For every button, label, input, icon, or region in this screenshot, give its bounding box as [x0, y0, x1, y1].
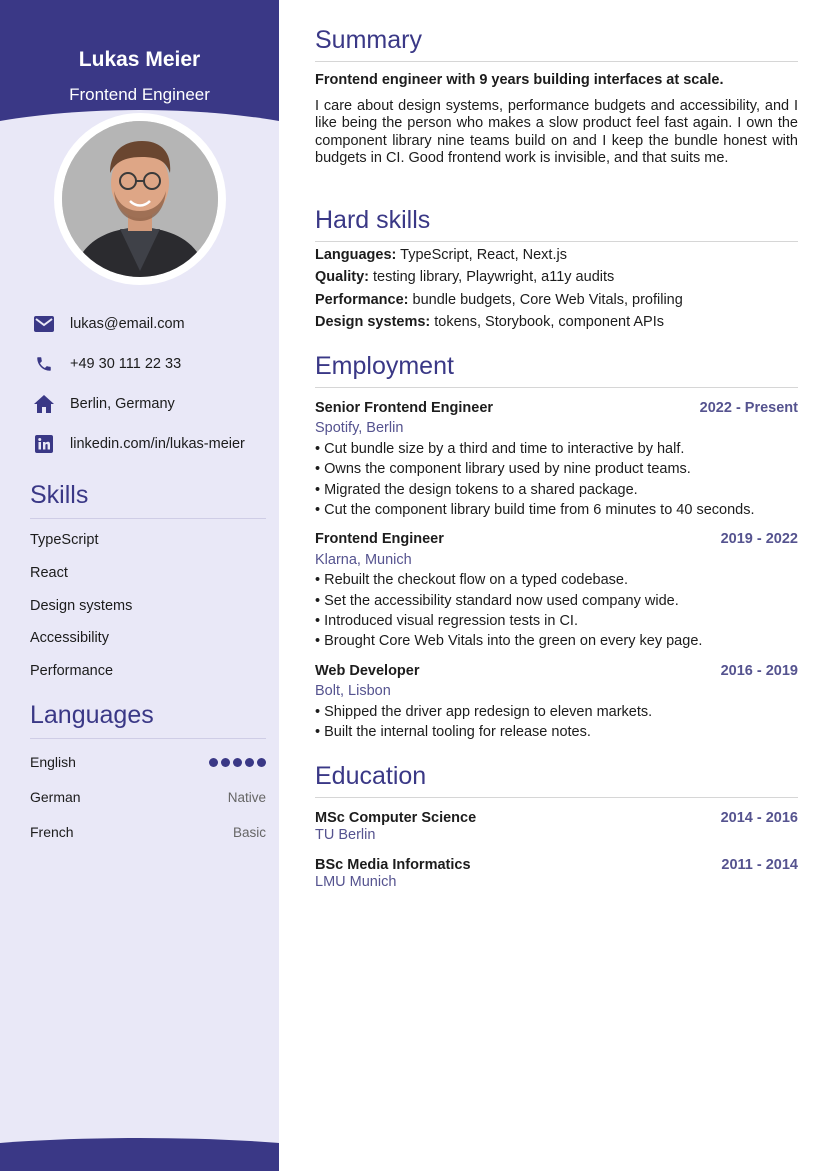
sidebar — [0, 0, 279, 1171]
hard-skill-row — [315, 247, 567, 263]
education-heading: Education — [315, 762, 798, 798]
linkedin-icon — [32, 432, 56, 456]
language-level-dots — [209, 758, 266, 767]
school: LMU Munich — [315, 874, 397, 890]
education-dates: 2011 - 2014 — [721, 857, 798, 873]
hard-skill-value: TypeScript, React, Next.js — [396, 247, 567, 263]
job-bullet: • Cut bundle size by a third and time to interactive by half. — [315, 441, 685, 457]
job-bullet: • Brought Core Web Vitals into the green on every key page. — [315, 633, 703, 649]
job-bullet: • Migrated the design tokens to a shared package. — [315, 482, 638, 498]
language-row — [30, 824, 266, 840]
profile-name: Lukas Meier — [78, 48, 201, 71]
level-dot — [257, 758, 266, 767]
profile-title: Frontend Engineer — [69, 85, 210, 104]
job-bullet: • Built the internal tooling for release notes. — [315, 724, 591, 740]
job-company: Bolt, Lisbon — [315, 683, 391, 699]
degree: MSc Computer Science — [315, 810, 477, 826]
email-text: lukas@email.com — [70, 316, 185, 332]
phone-icon — [32, 352, 56, 376]
language-level: Basic — [232, 824, 266, 840]
job-dates: 2016 - 2019 — [720, 663, 798, 679]
hard-skill-label: Design systems: — [315, 314, 431, 330]
mail-icon — [32, 312, 56, 336]
job-role: Frontend Engineer — [315, 531, 444, 547]
language-level: Native — [227, 789, 266, 805]
skill-item: TypeScript — [30, 532, 99, 548]
hard-skills-heading: Hard skills — [315, 206, 798, 242]
hard-skill-value: bundle budgets, Core Web Vitals, profiling — [408, 292, 683, 308]
skill-item: React — [30, 565, 68, 581]
location-text: Berlin, Germany — [70, 396, 175, 412]
employment-heading: Employment — [315, 352, 798, 388]
job-dates: 2022 - Present — [699, 400, 798, 416]
job-role: Web Developer — [315, 663, 420, 679]
job-company: Spotify, Berlin — [315, 420, 404, 436]
linkedin-text: linkedin.com/in/lukas-meier — [70, 436, 245, 452]
job-bullet: • Shipped the driver app redesign to eleven markets. — [315, 704, 653, 720]
language-name: English — [30, 754, 76, 770]
summary-heading: Summary — [315, 26, 798, 62]
summary-lead: Frontend engineer with 9 years building interfaces at scale. — [315, 72, 724, 88]
school: TU Berlin — [315, 827, 376, 843]
level-dot — [245, 758, 254, 767]
avatar — [54, 113, 226, 285]
job-bullet: • Rebuilt the checkout flow on a typed codebase. — [315, 572, 628, 588]
hard-skill-value: testing library, Playwright, a11y audits — [368, 269, 615, 285]
level-dot — [221, 758, 230, 767]
languages-heading: Languages — [30, 701, 266, 739]
profile-photo — [62, 121, 218, 277]
contact-email[interactable] — [32, 312, 272, 336]
skills-heading: Skills — [30, 481, 266, 519]
job-company: Klarna, Munich — [315, 552, 412, 568]
summary-text: I care about design systems, performance budgets and accessibility, and I like being the person who makes a slow product feel fast again. I own the component library nine teams build on and I keep the bundle honest with budgets in CI. Good frontend work is invisible, and that suits me. — [315, 98, 798, 166]
job-role: Senior Frontend Engineer — [315, 400, 494, 416]
language-row — [30, 789, 266, 805]
hard-skill-row — [315, 269, 614, 285]
sidebar-footer-band — [0, 1138, 279, 1171]
contact-phone[interactable] — [32, 352, 272, 376]
contact-linkedin[interactable] — [32, 432, 272, 456]
job-dates: 2019 - 2022 — [720, 531, 798, 547]
hard-skill-label: Performance: — [315, 292, 409, 308]
hard-skill-value: tokens, Storybook, component APIs — [430, 314, 664, 330]
hard-skill-row — [315, 292, 683, 308]
language-name: French — [30, 824, 74, 840]
hard-skill-label: Languages: — [315, 247, 397, 263]
level-dot — [233, 758, 242, 767]
language-name: German — [30, 789, 81, 805]
contact-location — [32, 392, 272, 416]
level-dot — [209, 758, 218, 767]
skill-item: Accessibility — [30, 630, 109, 646]
education-dates: 2014 - 2016 — [720, 810, 798, 826]
job-bullet: • Introduced visual regression tests in CI. — [315, 613, 578, 629]
language-row — [30, 754, 266, 770]
job-bullet: • Owns the component library used by nine product teams. — [315, 461, 691, 477]
job-bullet: • Set the accessibility standard now used company wide. — [315, 593, 679, 609]
job-bullet: • Cut the component library build time from 6 minutes to 40 seconds. — [315, 502, 755, 518]
skill-item: Performance — [30, 663, 114, 679]
hard-skill-label: Quality: — [315, 269, 369, 285]
skill-item: Design systems — [30, 598, 133, 614]
home-icon — [32, 392, 56, 416]
degree: BSc Media Informatics — [315, 857, 471, 873]
hard-skill-row — [315, 314, 664, 330]
phone-text: +49 30 111 22 33 — [70, 356, 182, 372]
